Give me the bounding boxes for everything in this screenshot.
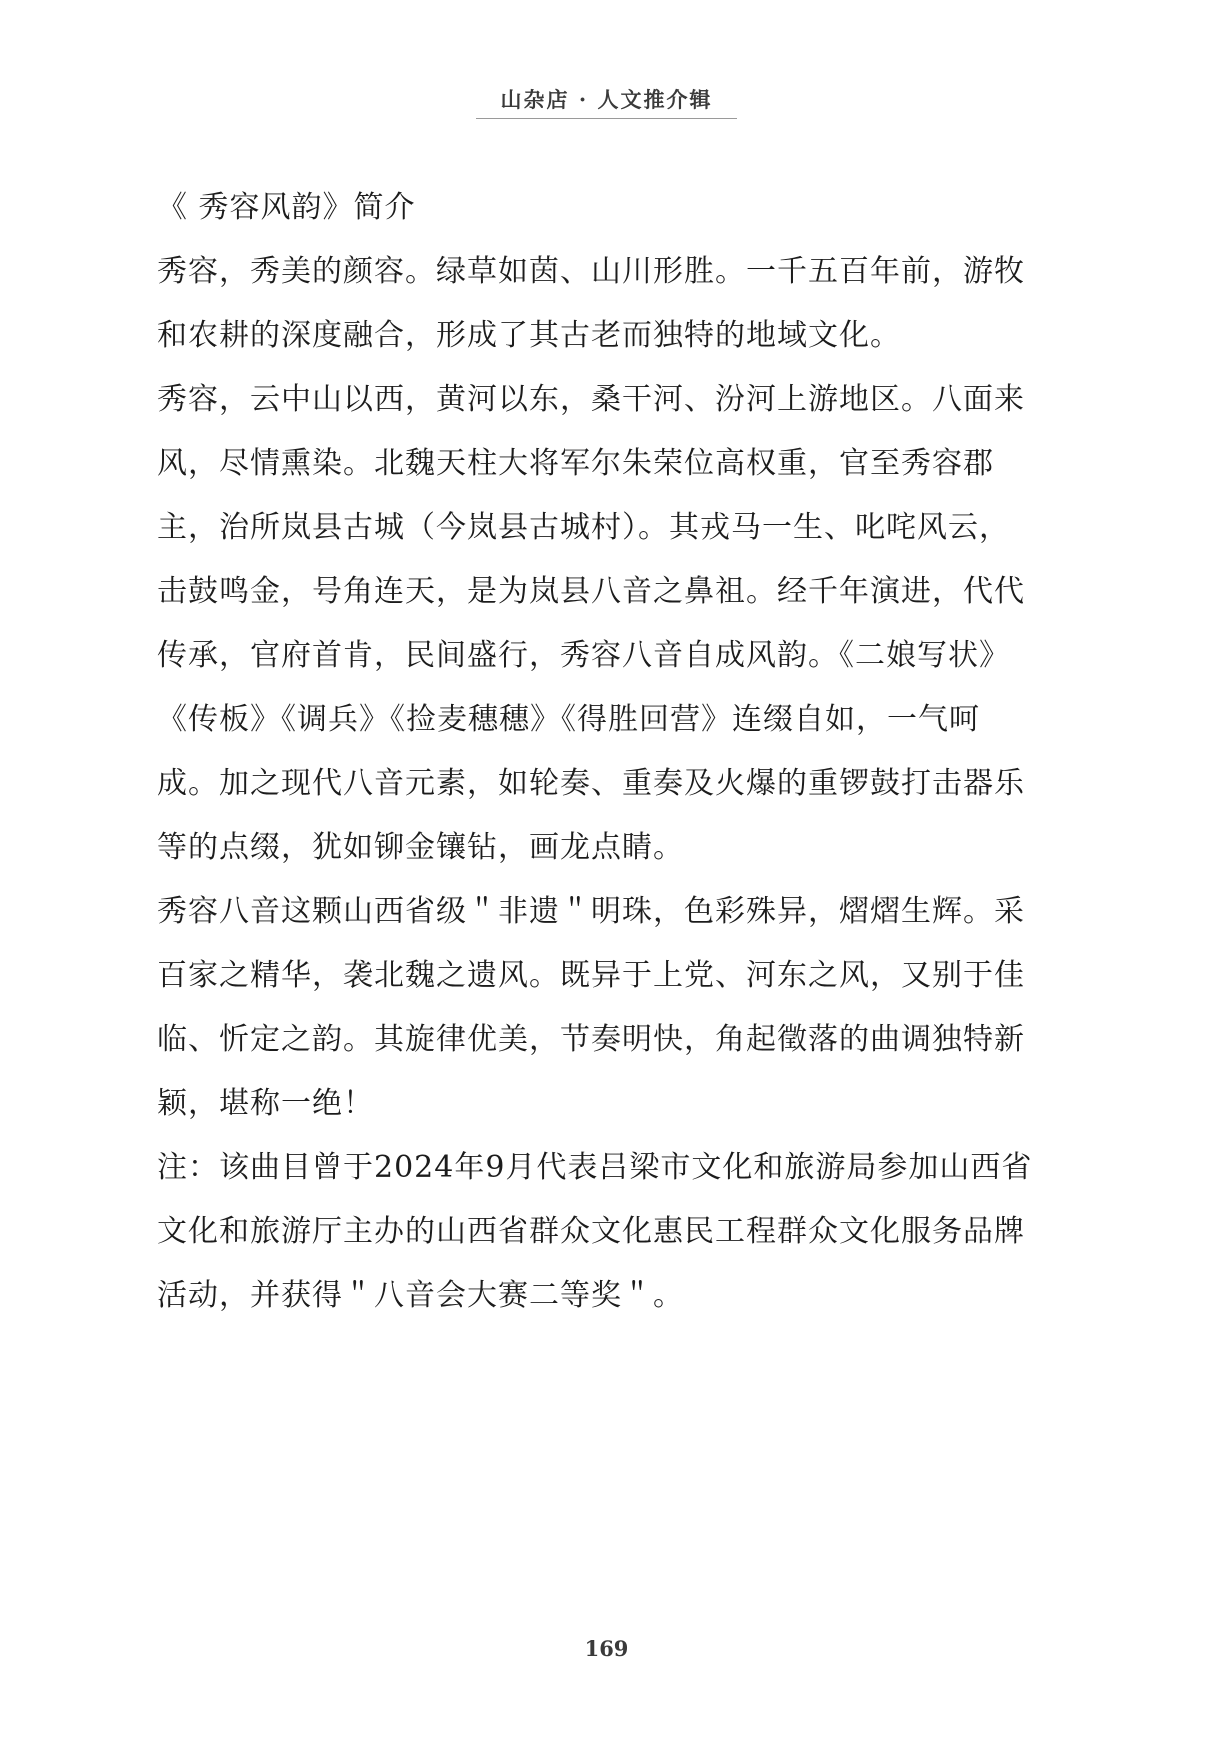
text-line: 等的点缀，犹如铆金镶钻，画龙点睛。 <box>157 830 684 865</box>
note-line: 文化和旅游厅主办的山西省群众文化惠民工程群众文化服务品牌 <box>157 1214 1025 1249</box>
text-line: 主，治所岚县古城（今岚县古城村）。其戎马一生、叱咤风云， <box>157 510 1010 545</box>
running-header <box>0 84 1213 122</box>
running-title: 山杂店 · 人文推介辑 <box>500 87 713 112</box>
text-line: 击鼓鸣金，号角连天，是为岚县八音之鼻祖。经千年演进，代代 <box>157 574 1025 609</box>
note-line: 活动，并获得＂八音会大赛二等奖＂。 <box>157 1278 684 1313</box>
text-line: 秀容，秀美的颜容。绿草如茵、山川形胜。一千五百年前，游牧 <box>157 254 1025 289</box>
note-line: 注：该曲目曾于2024年9月代表吕梁市文化和旅游局参加山西省 <box>157 1150 1033 1185</box>
text-line: 传承，官府首肯，民间盛行，秀容八音自成风韵。《二娘写状》 <box>157 638 1010 673</box>
article-body <box>157 176 1063 1328</box>
text-line: 《传板》《调兵》《捡麦穗穗》《得胜回营》连缀自如，一气呵 <box>157 702 980 737</box>
page-number: 169 <box>584 1636 629 1661</box>
text-line: 风，尽情熏染。北魏天柱大将军尔朱荣位高权重，官至秀容郡 <box>157 446 994 481</box>
text-line: 百家之精华，袭北魏之遗风。既异于上党、河东之风，又别于佳 <box>157 958 1025 993</box>
text-line: 秀容，云中山以西，黄河以东，桑干河、汾河上游地区。八面来 <box>157 382 1025 417</box>
text-line: 颖，堪称一绝！ <box>157 1086 374 1121</box>
header-rule <box>476 118 737 119</box>
text-line: 和农耕的深度融合，形成了其古老而独特的地域文化。 <box>157 318 901 353</box>
text-line: 临、忻定之韵。其旋律优美，节奏明快，角起徵落的曲调独特新 <box>157 1022 1025 1057</box>
article-title: 《 秀容风韵》简介 <box>157 190 416 225</box>
text-line: 秀容八音这颗山西省级＂非遗＂明珠，色彩殊异，熠熠生辉。采 <box>157 894 1025 929</box>
text-line: 成。加之现代八音元素，如轮奏、重奏及火爆的重锣鼓打击器乐 <box>157 766 1025 801</box>
